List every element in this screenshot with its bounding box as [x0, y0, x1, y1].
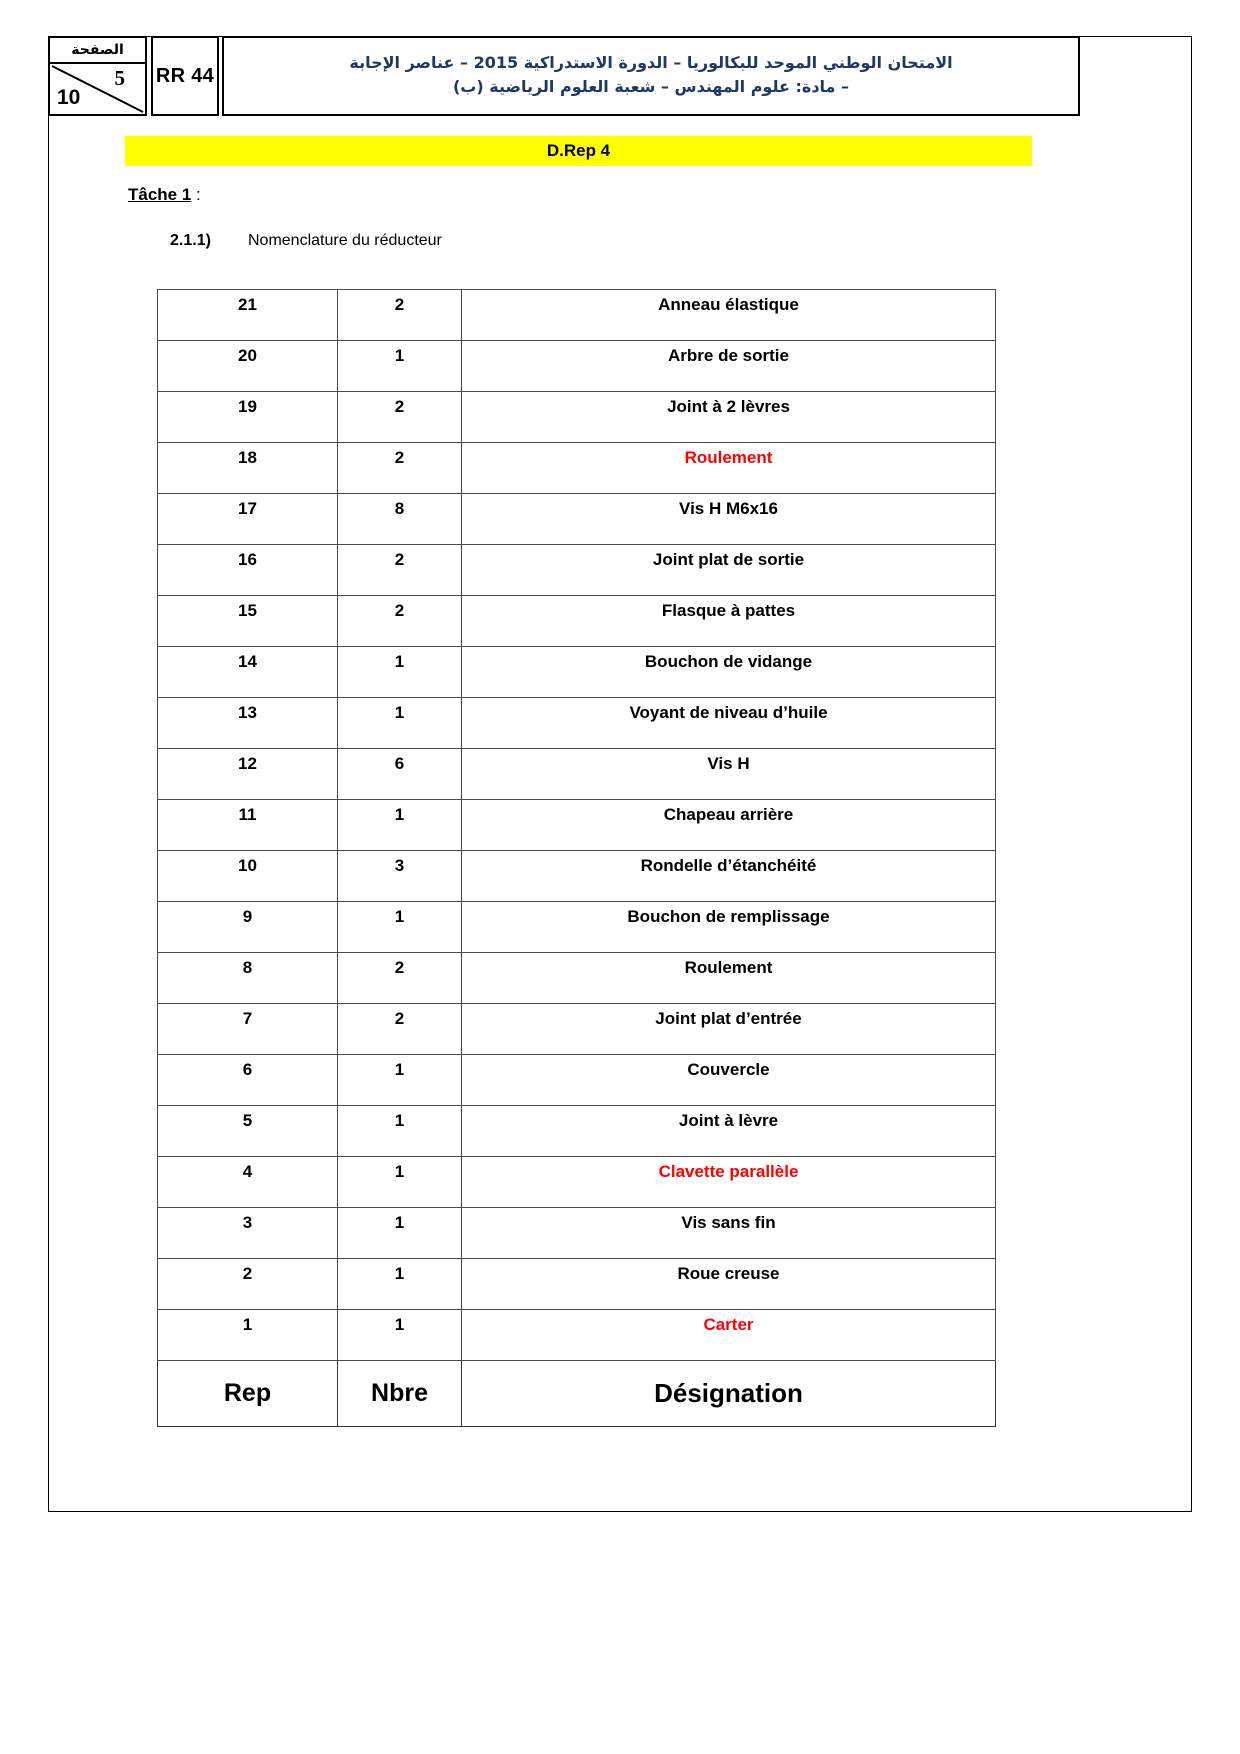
- subtask-text: Nomenclature du réducteur: [248, 232, 442, 249]
- cell-nbre: 2: [338, 290, 462, 341]
- cell-nbre: 1: [338, 1259, 462, 1310]
- cell-rep: 20: [158, 341, 338, 392]
- table-row: [158, 902, 996, 953]
- cell-rep: 10: [158, 851, 338, 902]
- cell-rep: 12: [158, 749, 338, 800]
- cell-designation: Voyant de niveau d’huile: [462, 698, 996, 749]
- exam-title-line-2: – مادة: علوم المهندس – شعبة العلوم الرياضية (ب): [452, 77, 850, 96]
- total-page-number: 10: [57, 86, 81, 109]
- cell-nbre: 1: [338, 800, 462, 851]
- subtask-number: 2.1.1): [170, 232, 211, 249]
- cell-designation: Bouchon de remplissage: [462, 902, 996, 953]
- cell-designation: Roulement: [462, 953, 996, 1004]
- cell-rep: 21: [158, 290, 338, 341]
- table-row: [158, 851, 996, 902]
- cell-rep: 13: [158, 698, 338, 749]
- cell-rep: 19: [158, 392, 338, 443]
- cell-nbre: 1: [338, 1106, 462, 1157]
- cell-nbre: 2: [338, 1004, 462, 1055]
- cell-nbre: 8: [338, 494, 462, 545]
- table-row: [158, 1004, 996, 1055]
- cell-nbre: 2: [338, 443, 462, 494]
- cell-rep: 11: [158, 800, 338, 851]
- cell-nbre: 1: [338, 1208, 462, 1259]
- cell-nbre: 2: [338, 953, 462, 1004]
- cell-rep: 18: [158, 443, 338, 494]
- table-row: [158, 392, 996, 443]
- cell-rep: 6: [158, 1055, 338, 1106]
- cell-rep: 17: [158, 494, 338, 545]
- exam-title-line-1: الامتحان الوطني الموحد للبكالوريا – الدورة الاستدراكية 2015 – عناصر الإجابة: [349, 53, 953, 72]
- table-row: [158, 1310, 996, 1361]
- cell-rep: 2: [158, 1259, 338, 1310]
- exam-code-box: RR 44: [151, 36, 219, 116]
- task-heading: [128, 185, 201, 205]
- cell-nbre: 1: [338, 1157, 462, 1208]
- cell-rep: 8: [158, 953, 338, 1004]
- nomenclature-table: [157, 289, 996, 1427]
- table-row: [158, 545, 996, 596]
- column-header-nbre: Nbre: [338, 1361, 462, 1427]
- cell-designation: Couvercle: [462, 1055, 996, 1106]
- page-fraction: [50, 64, 145, 114]
- cell-nbre: 1: [338, 647, 462, 698]
- task-label: Tâche 1: [128, 185, 192, 204]
- cell-designation: Roulement: [462, 443, 996, 494]
- table-row: [158, 1055, 996, 1106]
- page-label: الصفحة: [50, 38, 145, 64]
- table-row: [158, 1157, 996, 1208]
- cell-nbre: 1: [338, 341, 462, 392]
- page-number-box: [48, 36, 147, 116]
- table-row: [158, 1208, 996, 1259]
- cell-nbre: 1: [338, 1055, 462, 1106]
- cell-nbre: 1: [338, 902, 462, 953]
- cell-nbre: 6: [338, 749, 462, 800]
- table-row: [158, 1259, 996, 1310]
- cell-designation: Joint plat d’entrée: [462, 1004, 996, 1055]
- cell-nbre: 2: [338, 392, 462, 443]
- table-row: [158, 1106, 996, 1157]
- cell-nbre: 2: [338, 545, 462, 596]
- cell-rep: 7: [158, 1004, 338, 1055]
- cell-designation: Clavette parallèle: [462, 1157, 996, 1208]
- cell-rep: 14: [158, 647, 338, 698]
- cell-designation: Vis H M6x16: [462, 494, 996, 545]
- cell-rep: 3: [158, 1208, 338, 1259]
- table-row: [158, 647, 996, 698]
- column-header-designation: Désignation: [462, 1361, 996, 1427]
- document-reference-banner: D.Rep 4: [125, 136, 1032, 166]
- table-header-row: [158, 1361, 996, 1427]
- cell-designation: Joint plat de sortie: [462, 545, 996, 596]
- cell-rep: 15: [158, 596, 338, 647]
- cell-nbre: 1: [338, 698, 462, 749]
- table-row: [158, 953, 996, 1004]
- cell-designation: Rondelle d’étanchéité: [462, 851, 996, 902]
- cell-designation: Roue creuse: [462, 1259, 996, 1310]
- cell-designation: Vis sans fin: [462, 1208, 996, 1259]
- cell-rep: 4: [158, 1157, 338, 1208]
- table-row: [158, 494, 996, 545]
- cell-rep: 5: [158, 1106, 338, 1157]
- cell-designation: Chapeau arrière: [462, 800, 996, 851]
- cell-rep: 16: [158, 545, 338, 596]
- table-row: [158, 800, 996, 851]
- cell-designation: Joint à lèvre: [462, 1106, 996, 1157]
- cell-nbre: 2: [338, 596, 462, 647]
- table-row: [158, 290, 996, 341]
- cell-rep: 9: [158, 902, 338, 953]
- cell-nbre: 1: [338, 1310, 462, 1361]
- cell-designation: Joint à 2 lèvres: [462, 392, 996, 443]
- table-row: [158, 698, 996, 749]
- column-header-rep: Rep: [158, 1361, 338, 1427]
- cell-designation: Flasque à pattes: [462, 596, 996, 647]
- table-row: [158, 749, 996, 800]
- subtask-line: [170, 232, 442, 250]
- cell-designation: Anneau élastique: [462, 290, 996, 341]
- cell-nbre: 3: [338, 851, 462, 902]
- cell-rep: 1: [158, 1310, 338, 1361]
- task-colon: :: [191, 185, 201, 204]
- cell-designation: Vis H: [462, 749, 996, 800]
- exam-title-box: [222, 36, 1080, 116]
- nomenclature-table-body: [158, 290, 996, 1427]
- cell-designation: Bouchon de vidange: [462, 647, 996, 698]
- current-page-number: 5: [114, 66, 125, 90]
- table-row: [158, 341, 996, 392]
- cell-designation: Arbre de sortie: [462, 341, 996, 392]
- table-row: [158, 596, 996, 647]
- cell-designation: Carter: [462, 1310, 996, 1361]
- table-row: [158, 443, 996, 494]
- document-header: [48, 36, 1080, 116]
